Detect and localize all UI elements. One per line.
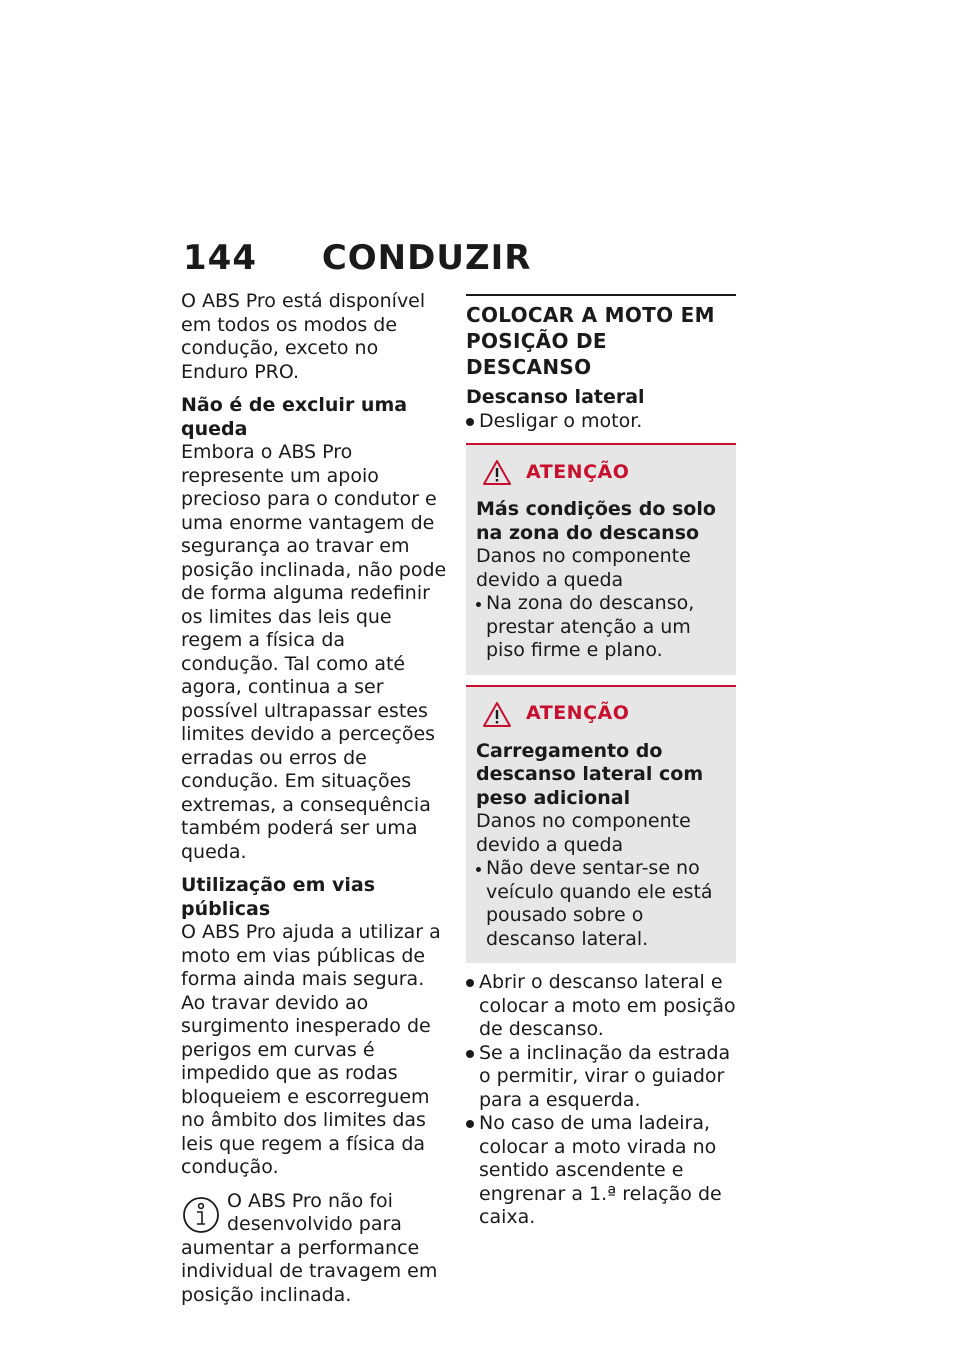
warning-label: ATENÇÃO: [526, 702, 630, 725]
warning-subtitle: Carregamento do descanso lateral com peso adicional: [476, 739, 704, 809]
warning-consequence: Danos no componente devido a queda: [476, 810, 691, 856]
section-title: COLOCAR A MOTO EM POSIÇÃO DE DESCANSO: [466, 303, 715, 379]
section-rule: [466, 294, 736, 296]
left-column: [181, 290, 447, 1307]
info-note-text: O ABS Pro não foi desenvolvido para aumentar a performance individual de travagem em posição inclinada.: [181, 1189, 438, 1306]
steps-list: [466, 971, 736, 1230]
info-note: [181, 1190, 447, 1308]
section-text-queda: Embora o ABS Pro represente um apoio precioso para o condutor e uma enorme vantagem de segurança ao travar em posição inclinada, não pode de forma alguma redefinir os limites das leis que regem a física da condução. Tal como até agora, continua a ser possível ultrapassar estes limites devido a perceções erradas ou erros de condução. Em situações extremas, a consequência também poderá ser uma queda.: [181, 441, 447, 863]
warning-header: [476, 701, 726, 728]
warning-subtitle: Más condições do solo na zona do descanso: [476, 498, 716, 544]
section-text-vias-publicas: O ABS Pro ajuda a utilizar a moto em vias públicas de forma ainda mais segura. Ao travar devido ao surgimento inesperado de perigos em curvas é impedido que as rodas bloqueiem e escorreguem no âmbito dos limites das leis que regem a física da condução.: [181, 921, 441, 1178]
intro-paragraph: O ABS Pro está disponível em todos os modos de condução, exceto no Enduro PRO.: [181, 290, 426, 383]
right-column: [466, 294, 736, 1230]
list-item: Abrir o descanso lateral e colocar a moto em posição de descanso.: [466, 971, 736, 1042]
list-item: Se a inclinação da estrada o permitir, virar o guiador para a esquerda.: [466, 1042, 736, 1113]
warning-box: [466, 443, 736, 675]
chapter-title: CONDUZIR: [321, 238, 532, 278]
section-heading-queda: Não é de excluir uma queda: [181, 394, 408, 440]
warning-triangle-icon: [482, 459, 512, 486]
warning-consequence: Danos no componente devido a queda: [476, 545, 691, 591]
warning-header: [476, 459, 726, 486]
list-item: No caso de uma ladeira, colocar a moto virada no sentido ascendente e engrenar a 1.ª relação de caixa.: [466, 1112, 736, 1230]
list-item: Não deve sentar-se no veículo quando ele está pousado sobre o descanso lateral.: [476, 857, 726, 951]
page-header: [183, 238, 531, 278]
warning-items: [476, 592, 726, 663]
warning-items: [476, 857, 726, 951]
info-icon: [181, 1194, 221, 1236]
warning-label: ATENÇÃO: [526, 460, 630, 483]
warning-box: [466, 685, 736, 964]
section-heading-vias-publicas: Utilização em vias públicas: [181, 874, 376, 920]
list-item: Na zona do descanso, prestar atenção a um piso firme e plano.: [476, 592, 726, 663]
list-item: Desligar o motor.: [466, 410, 736, 434]
first-step-list: [466, 410, 736, 434]
subheading-descanso-lateral: Descanso lateral: [466, 386, 645, 408]
warning-triangle-icon: [482, 701, 512, 728]
page-number: 144: [183, 238, 257, 278]
